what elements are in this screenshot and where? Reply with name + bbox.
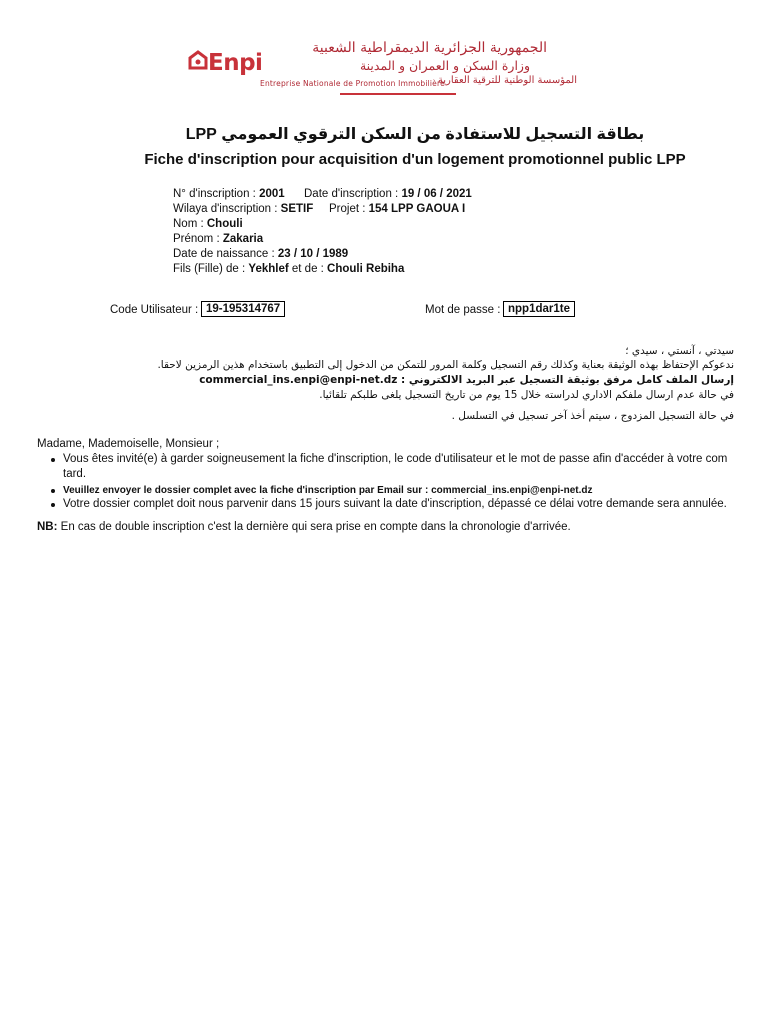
father-name-value: Yekhlef <box>248 263 289 275</box>
wilaya-value: SETIF <box>280 203 314 215</box>
organization-name-french: Entreprise Nationale de Promotion Immobilière <box>260 79 445 88</box>
arabic-note-send-file-text: إرسال الملف كامل مرفق بوثيقة التسجيل عبر البريد الالكتروني : <box>397 374 734 386</box>
arabic-note-keep-document: ندعوكم الإحتفاظ بهذه الوثيقة بعناية وكذلك رقم التسجيل وكلمة المرور للتمكن من الدخول إلى التطبيق باستخدام هذين الرمزين لاحقا. <box>157 359 734 371</box>
first-name-label: Prénom : <box>173 233 223 245</box>
arabic-note-double-registration: في حالة التسجيل المزدوج ، سيتم أخذ آخر تسجيل في التسلسل . <box>451 410 734 422</box>
first-name-row <box>173 232 263 247</box>
registration-date-value: 19 / 06 / 2021 <box>401 188 472 200</box>
user-code-value: 19-195314767 <box>201 301 285 317</box>
organization-name-arabic: المؤسسة الوطنية للترقية العقارية <box>437 75 577 86</box>
bullet-icon <box>51 503 55 507</box>
project-row <box>329 202 465 217</box>
french-note-send-file <box>63 483 593 498</box>
french-note-keep-document <box>63 452 727 467</box>
republic-title-arabic: الجمهورية الجزائرية الديمقراطية الشعبية <box>312 40 547 56</box>
ministry-title-arabic: وزارة السكن و العمران و المدينة <box>359 58 530 73</box>
birth-date-label: Date de naissance : <box>173 248 278 260</box>
arabic-greeting: سيدتي ، آنستي ، سيدي ؛ <box>625 345 734 357</box>
user-code-label: Code Utilisateur : <box>110 304 199 316</box>
header-underline <box>340 93 456 95</box>
logo-text: Enpi <box>208 50 263 76</box>
french-note-keep-document-line2: tard. <box>63 468 87 480</box>
french-note-keep-document-line1: Vous êtes invité(e) à garder soigneusement la fiche d'inscription, le code d'utilisateur et le mot de passe afin d'accéder à votre com <box>63 453 728 465</box>
last-name-value: Chouli <box>206 218 243 230</box>
mother-name-value: Chouli Rebiha <box>327 263 405 275</box>
page-title-french: Fiche d'inscription pour acquisition d'un logement promotionnel public LPP <box>144 151 686 168</box>
arabic-note-email: commercial_ins.enpi@enpi-net.dz <box>199 374 398 386</box>
project-value: 154 LPP GAOUA I <box>368 203 466 215</box>
wilaya-label: Wilaya d'inscription : <box>173 203 281 215</box>
last-name-label: Nom : <box>173 218 207 230</box>
password-value: npp1dar1te <box>503 301 575 317</box>
registration-number-row <box>173 187 285 202</box>
french-note-deadline-text: Votre dossier complet doit nous parvenir dans 15 jours suivant la date d'inscription, dépassé ce délai votre demande sera annulée. <box>63 498 727 510</box>
last-name-row <box>173 217 243 232</box>
french-note-deadline <box>63 497 727 512</box>
registration-date-row <box>304 187 472 202</box>
birth-date-value: 23 / 10 / 1989 <box>277 248 349 260</box>
password-label: Mot de passe : <box>425 304 501 316</box>
arabic-note-send-file <box>199 374 734 386</box>
nb-text: En cas de double inscription c'est la dernière qui sera prise en compte dans la chronologie d'arrivée. <box>57 521 571 533</box>
nb-note <box>37 520 571 535</box>
arabic-note-deadline: في حالة عدم ارسال ملفكم الاداري لدراسته خلال 15 يوم من تاريخ التسجيل يلغى طلبكم تلقائيا. <box>319 389 734 401</box>
project-label: Projet : <box>329 203 369 215</box>
parents-separator: et de : <box>288 263 328 275</box>
french-note-keep-document-cont <box>63 467 86 482</box>
bullet-icon <box>51 458 55 462</box>
registration-number-label: N° d'inscription : <box>173 188 260 200</box>
wilaya-row <box>173 202 313 217</box>
parents-row <box>173 262 404 277</box>
birth-date-row <box>173 247 348 262</box>
bullet-icon <box>51 489 55 493</box>
first-name-value: Zakaria <box>222 233 264 245</box>
nb-label: NB: <box>37 521 58 533</box>
parents-label: Fils (Fille) de : <box>173 263 249 275</box>
registration-number-value: 2001 <box>259 188 285 200</box>
french-greeting: Madame, Mademoiselle, Monsieur ; <box>37 438 220 450</box>
page-title-arabic: بطاقة التسجيل للاستفادة من السكن الترقوي العمومي LPP <box>185 126 645 143</box>
registration-date-label: Date d'inscription : <box>304 188 402 200</box>
french-note-send-file-text: Veuillez envoyer le dossier complet avec la fiche d'inscription par Email sur : commercial_ins.enpi@enpi-net.dz <box>63 485 593 496</box>
